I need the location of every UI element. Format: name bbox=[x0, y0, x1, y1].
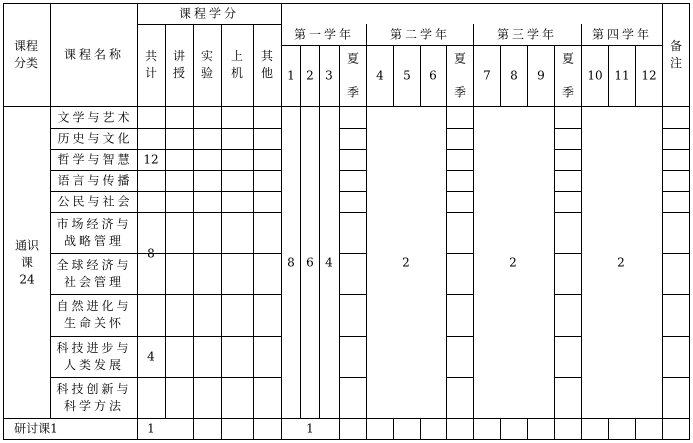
group-credit-total: 12 bbox=[143, 152, 159, 167]
semester-6: 6 bbox=[429, 68, 437, 83]
course-name-header: 课程名称 bbox=[63, 47, 125, 62]
course-name: 文学与艺术 bbox=[57, 110, 133, 125]
semester-4: 4 bbox=[376, 68, 384, 83]
seminar-label: 研讨课1 bbox=[14, 421, 58, 436]
course-name: 科技进步与 人类发展 bbox=[56, 341, 132, 372]
summer-3: 夏 季 bbox=[561, 51, 575, 100]
year3-credit: 2 bbox=[509, 255, 517, 270]
course-name: 历史与文化 bbox=[57, 131, 133, 146]
semester-10: 10 bbox=[587, 68, 603, 83]
semester-1: 1 bbox=[287, 68, 295, 83]
semester-9: 9 bbox=[537, 68, 545, 83]
seminar-year1-credit: 1 bbox=[306, 421, 314, 436]
semester-12: 12 bbox=[641, 68, 657, 83]
credit-total-header: 共 计 bbox=[144, 49, 158, 80]
semester-8: 8 bbox=[510, 68, 518, 83]
year2-header: 第二学年 bbox=[389, 27, 451, 42]
credit-other-header: 其 他 bbox=[260, 49, 274, 80]
general-category: 通识 课 24 bbox=[14, 238, 40, 287]
course-name: 市场经济与 战略管理 bbox=[56, 217, 132, 248]
semester-5: 5 bbox=[403, 68, 411, 83]
year2-credit: 2 bbox=[402, 255, 410, 270]
semester-2: 2 bbox=[306, 68, 314, 83]
year3-header: 第三学年 bbox=[496, 27, 558, 42]
course-name: 自然进化与 生命关怀 bbox=[56, 299, 132, 330]
course-name: 哲学与智慧 bbox=[57, 152, 133, 167]
course-name: 全球经济与 社会管理 bbox=[56, 258, 132, 289]
summer-1: 夏 季 bbox=[346, 51, 360, 100]
credit-computer-header: 上 机 bbox=[230, 49, 244, 80]
semester-7: 7 bbox=[483, 68, 491, 83]
course-name: 科技创新与 科学方法 bbox=[56, 382, 132, 413]
summer-2: 夏 季 bbox=[453, 51, 467, 100]
seminar-credit-total: 1 bbox=[147, 421, 155, 436]
group-credit-total: 8 bbox=[147, 246, 155, 261]
credit-lecture-header: 讲 授 bbox=[172, 49, 186, 80]
course-name: 公民与社会 bbox=[57, 194, 133, 209]
credit-lab-header: 实 验 bbox=[200, 49, 214, 80]
year1-header: 第一学年 bbox=[293, 27, 355, 42]
year1-semester1-credit: 8 bbox=[287, 255, 295, 270]
semester-11: 11 bbox=[614, 68, 630, 83]
year4-header: 第四学年 bbox=[591, 27, 653, 42]
year4-credit: 2 bbox=[617, 255, 625, 270]
year1-semester3-credit: 4 bbox=[325, 255, 333, 270]
semester-3: 3 bbox=[325, 68, 333, 83]
category-header: 课程 分类 bbox=[13, 39, 39, 70]
year1-semester2-credit: 6 bbox=[306, 255, 314, 270]
group-credit-total: 4 bbox=[147, 349, 155, 364]
credit-group-header: 课程学分 bbox=[178, 6, 240, 21]
course-name: 语言与传播 bbox=[57, 173, 133, 188]
remark-header: 备 注 bbox=[669, 39, 683, 70]
